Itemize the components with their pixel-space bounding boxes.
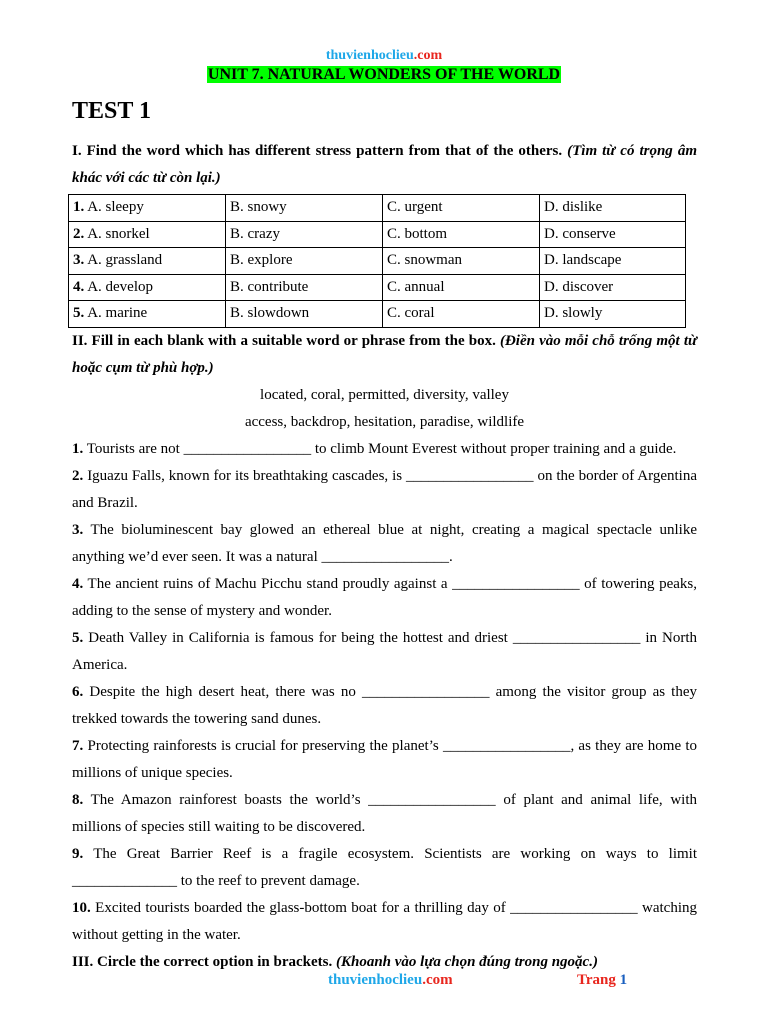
question-number: 2. xyxy=(73,225,85,242)
document-body xyxy=(72,138,697,976)
option-a: A. snorkel xyxy=(87,225,150,242)
site-header-link[interactable] xyxy=(0,48,768,64)
question-text: Protecting rainforests is crucial for preserving the planet’s _________________, as they are home to millions of unique species. xyxy=(72,737,698,781)
site-name-part1: thuvienhoclieu xyxy=(325,48,414,63)
option-cell xyxy=(226,274,383,301)
section2-heading: II. Fill in each blank with a suitable word or phrase from the box. xyxy=(72,332,496,349)
question-item xyxy=(72,463,697,517)
option-cell xyxy=(69,301,226,328)
section1-instruction xyxy=(72,138,697,192)
question-item xyxy=(72,436,697,463)
question-item xyxy=(72,841,697,895)
question-number: 2. xyxy=(72,467,84,484)
option-a: A. sleepy xyxy=(87,199,144,216)
word-box-line-1: located, coral, permitted, diversity, valley xyxy=(260,386,509,403)
option-c: C. coral xyxy=(387,305,435,322)
option-cell xyxy=(383,301,540,328)
question-number: 3. xyxy=(72,521,84,538)
question-item xyxy=(72,679,697,733)
question-item xyxy=(72,625,697,679)
option-cell xyxy=(383,274,540,301)
word-box-line-2: access, backdrop, hesitation, paradise, wildlife xyxy=(244,413,525,430)
option-b: B. crazy xyxy=(230,225,280,242)
question-number: 3. xyxy=(73,252,85,269)
question-text: Iguazu Falls, known for its breathtaking cascades, is _________________ on the border of Argentina and Brazil. xyxy=(72,467,698,511)
option-d: D. landscape xyxy=(544,252,622,269)
option-a: A. develop xyxy=(87,278,154,295)
option-cell xyxy=(540,221,686,248)
question-number: 5. xyxy=(72,629,84,646)
stress-row xyxy=(69,248,686,275)
option-cell xyxy=(383,221,540,248)
question-number: 10. xyxy=(72,899,91,916)
footer-site-part1: thuvienhoclieu xyxy=(328,972,423,988)
question-number: 1. xyxy=(73,199,85,216)
question-item xyxy=(72,733,697,787)
question-number: 4. xyxy=(73,278,85,295)
option-c: C. annual xyxy=(387,278,445,295)
question-item xyxy=(72,517,697,571)
option-c: C. bottom xyxy=(387,225,448,242)
question-text: The bioluminescent bay glowed an ethereal blue at night, creating a magical spectacle unlike anything we’d ever seen. It was a natural _________________. xyxy=(72,521,697,565)
footer-site-link[interactable] xyxy=(328,972,453,989)
option-cell xyxy=(69,195,226,222)
option-c: C. urgent xyxy=(387,199,443,216)
option-cell xyxy=(226,195,383,222)
stress-row xyxy=(69,274,686,301)
section1-heading: I. Find the word which has different stress pattern from that of the others. xyxy=(72,143,563,159)
test-title: TEST 1 xyxy=(72,98,151,124)
option-cell xyxy=(69,248,226,275)
fill-in-questions xyxy=(72,436,697,949)
option-b: B. snowy xyxy=(230,199,287,216)
site-name-part2: .com xyxy=(413,48,443,63)
stress-row xyxy=(69,195,686,222)
section1-translation: (Tìm từ có trọng âm khác với các từ còn lại.) xyxy=(72,143,697,186)
option-a: A. grassland xyxy=(87,252,163,269)
question-number: 8. xyxy=(72,791,84,808)
option-b: B. slowdown xyxy=(230,305,310,322)
option-d: D. dislike xyxy=(544,199,603,216)
option-cell xyxy=(69,221,226,248)
section3-translation: (Khoanh vào lựa chọn đúng trong ngoặc.) xyxy=(336,953,598,970)
section2-translation: (Điền vào mỗi chỗ trống một từ hoặc cụm từ phù hợp.) xyxy=(72,332,697,376)
stress-pattern-table xyxy=(68,194,686,328)
option-cell xyxy=(540,301,686,328)
option-cell xyxy=(540,248,686,275)
option-cell xyxy=(540,195,686,222)
option-b: B. explore xyxy=(230,252,293,269)
unit-banner xyxy=(0,66,768,84)
question-number: 7. xyxy=(72,737,84,754)
stress-row xyxy=(69,301,686,328)
page-label: Trang xyxy=(577,972,616,988)
question-item xyxy=(72,571,697,625)
option-cell xyxy=(383,195,540,222)
question-text: The ancient ruins of Machu Picchu stand proudly against a _________________ of towering peaks, adding to the sense of mystery and wonder. xyxy=(72,575,697,619)
stress-row xyxy=(69,221,686,248)
question-text: Excited tourists boarded the glass-bottom boat for a thrilling day of _________________ watching without getting in the water. xyxy=(72,899,698,943)
section3-heading: III. Circle the correct option in brackets. xyxy=(72,953,333,970)
question-text: The Great Barrier Reef is a fragile ecosystem. Scientists are working on ways to limit ______________ to the reef to prevent damage. xyxy=(72,845,697,889)
option-cell xyxy=(226,248,383,275)
question-number: 1. xyxy=(72,440,84,457)
question-text: Tourists are not _________________ to climb Mount Everest without proper training and a guide. xyxy=(86,440,677,457)
footer-site-part2: .com xyxy=(422,972,453,988)
question-number: 5. xyxy=(73,305,85,322)
question-number: 4. xyxy=(72,575,84,592)
option-a: A. marine xyxy=(87,305,148,322)
question-item xyxy=(72,787,697,841)
option-cell xyxy=(383,248,540,275)
section2-instruction xyxy=(72,328,697,382)
option-cell xyxy=(226,301,383,328)
option-cell xyxy=(540,274,686,301)
question-text: The Amazon rainforest boasts the world’s _________________ of plant and animal life, with millions of species still waiting to be discovered. xyxy=(72,791,697,835)
question-item xyxy=(72,895,697,949)
question-number: 9. xyxy=(72,845,84,862)
option-c: C. snowman xyxy=(387,252,462,269)
page-number: 1 xyxy=(619,972,628,988)
option-b: B. contribute xyxy=(230,278,309,295)
question-text: Despite the high desert heat, there was no _________________ among the visitor group as they trekked towards the towering sand dunes. xyxy=(72,683,698,727)
unit-title: UNIT 7. NATURAL WONDERS OF THE WORLD xyxy=(207,66,561,83)
option-d: D. conserve xyxy=(544,225,616,242)
question-text: Death Valley in California is famous for being the hottest and driest _________________ in North America. xyxy=(72,629,697,673)
page-indicator xyxy=(577,972,627,989)
option-d: D. discover xyxy=(544,278,614,295)
option-d: D. slowly xyxy=(544,305,603,322)
question-number: 6. xyxy=(72,683,84,700)
option-cell xyxy=(69,274,226,301)
option-cell xyxy=(226,221,383,248)
